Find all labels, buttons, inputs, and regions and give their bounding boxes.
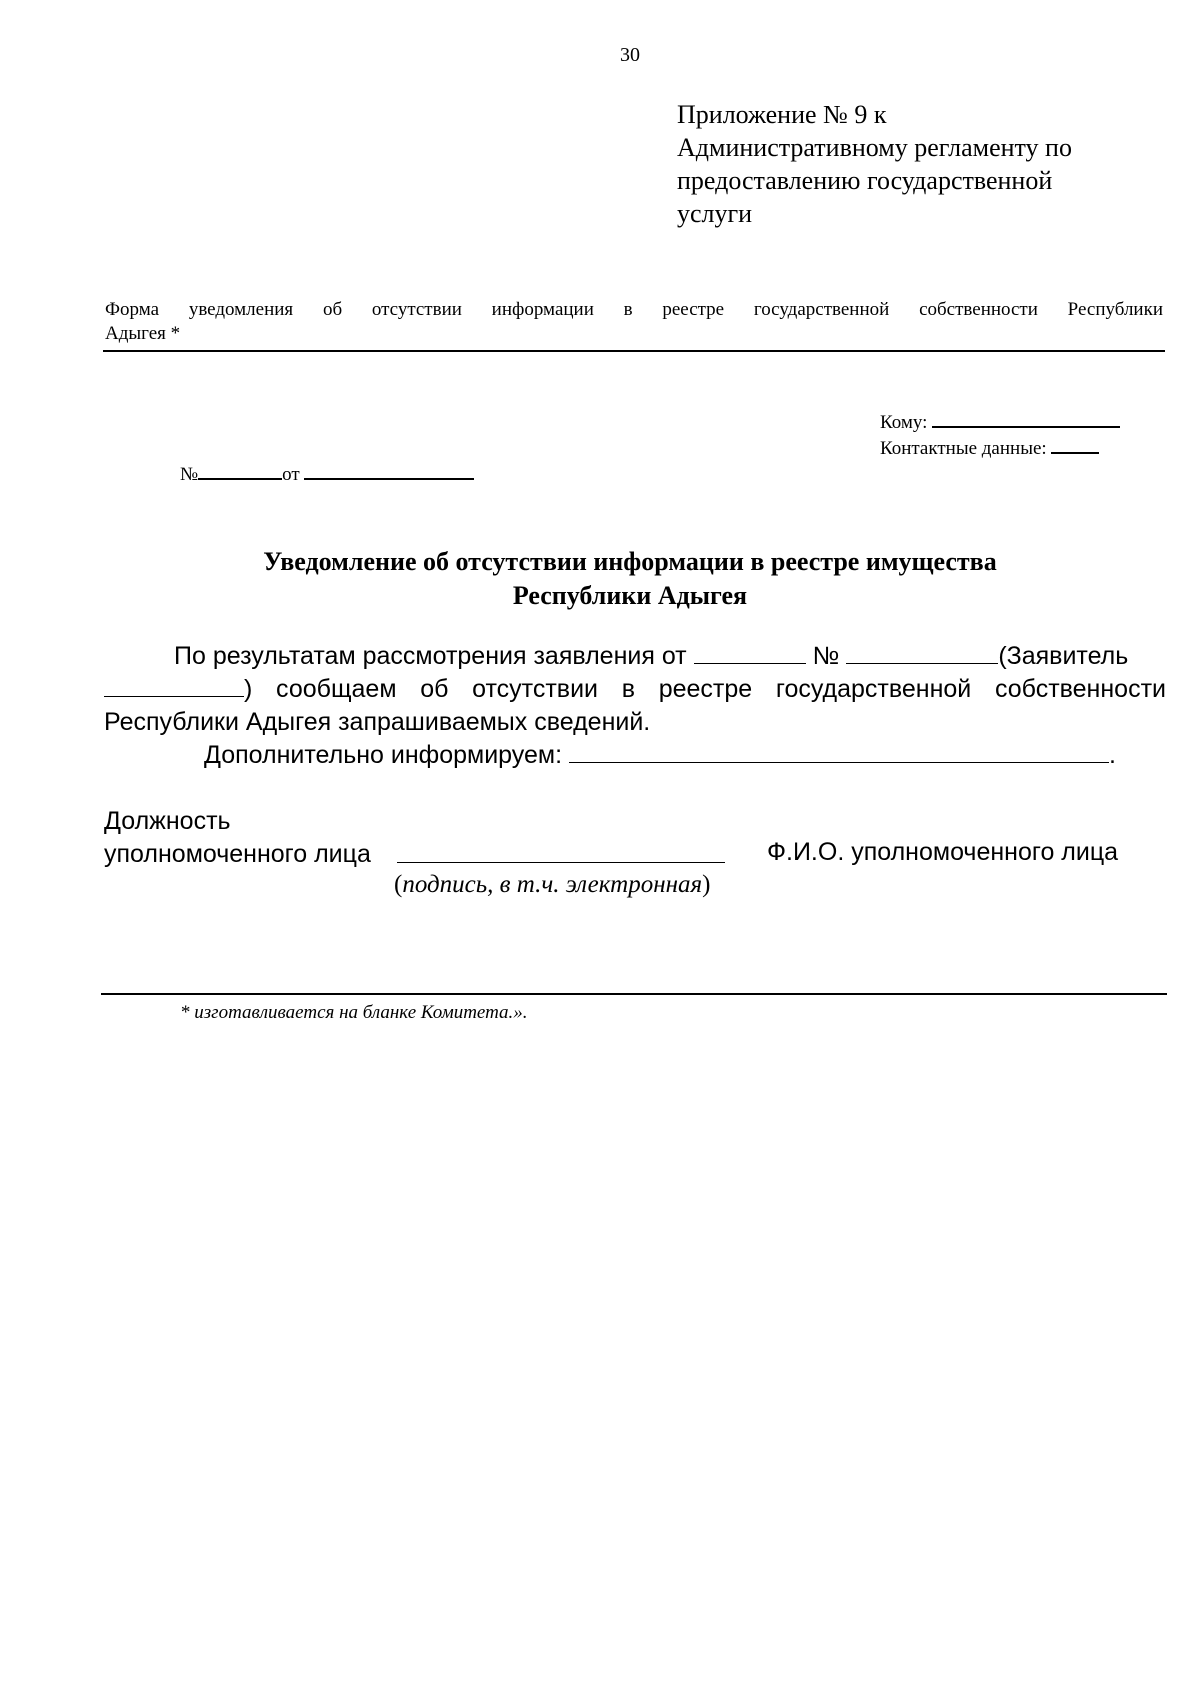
footnote-divider xyxy=(101,993,1167,995)
recipient-to-label: Кому: xyxy=(880,412,928,433)
title-line: Уведомление об отсутствии информации в реестре имущества xyxy=(263,547,997,576)
signature-field[interactable] xyxy=(397,862,725,863)
document-title xyxy=(220,545,1040,613)
appendix-line: предоставлению государственной xyxy=(677,166,1053,195)
title-line: Республики Адыгея xyxy=(512,581,748,610)
body-text: Дополнительно информируем: xyxy=(204,741,563,769)
application-date-field[interactable] xyxy=(694,641,806,664)
signature-note-text: подпись, в т.ч. электронная xyxy=(402,871,703,898)
applicant-field[interactable] xyxy=(104,674,244,697)
signatory-name: Ф.И.О. уполномоченного лица xyxy=(767,838,1119,866)
recipient-contacts-field[interactable] xyxy=(1051,436,1099,454)
body-text: . xyxy=(1109,741,1116,769)
body-text: (Заявитель xyxy=(998,642,1129,670)
appendix-line: услуги xyxy=(677,199,753,228)
recipient-contacts-label: Контактные данные: xyxy=(880,438,1047,459)
form-caption-line: Адыгея * xyxy=(105,323,181,344)
recipient-block xyxy=(880,410,1120,462)
appendix-line: Приложение № 9 к xyxy=(677,100,887,129)
application-number-field[interactable] xyxy=(846,641,998,664)
body-text: По результатам рассмотрения заявления от xyxy=(174,642,687,670)
recipient-to-field[interactable] xyxy=(932,410,1120,428)
form-caption-line: Форма уведомления об отсутствии информации в реестре государственной собственности Республики xyxy=(105,299,1163,320)
signature-note xyxy=(394,871,710,899)
body-text: ) сообщаем об отсутствии в реестре государственной собственности xyxy=(244,675,1166,703)
signatory-position xyxy=(104,805,371,871)
form-caption xyxy=(105,298,1163,346)
divider xyxy=(103,350,1165,352)
body-text: Республики Адыгея запрашиваемых сведений. xyxy=(104,708,651,736)
number-sign: № xyxy=(180,464,199,485)
body-text: № xyxy=(812,642,840,670)
position-label: Должность xyxy=(104,807,231,835)
appendix-line: Административному регламенту по xyxy=(677,133,1072,162)
notice-body xyxy=(104,640,1166,772)
document-date-field[interactable] xyxy=(304,462,474,480)
additional-info-field[interactable] xyxy=(569,740,1109,763)
page-number: 30 xyxy=(620,44,640,66)
document-number-line xyxy=(180,462,474,486)
document-number-field[interactable] xyxy=(198,462,282,480)
appendix-header xyxy=(677,98,1072,230)
signature-note-paren: ) xyxy=(702,871,711,898)
footnote: * изготавливается на бланке Комитета.». xyxy=(180,1002,528,1023)
date-from-label: от xyxy=(282,464,300,485)
position-label: уполномоченного лица xyxy=(104,840,371,868)
signature-note-paren: ( xyxy=(394,871,403,898)
